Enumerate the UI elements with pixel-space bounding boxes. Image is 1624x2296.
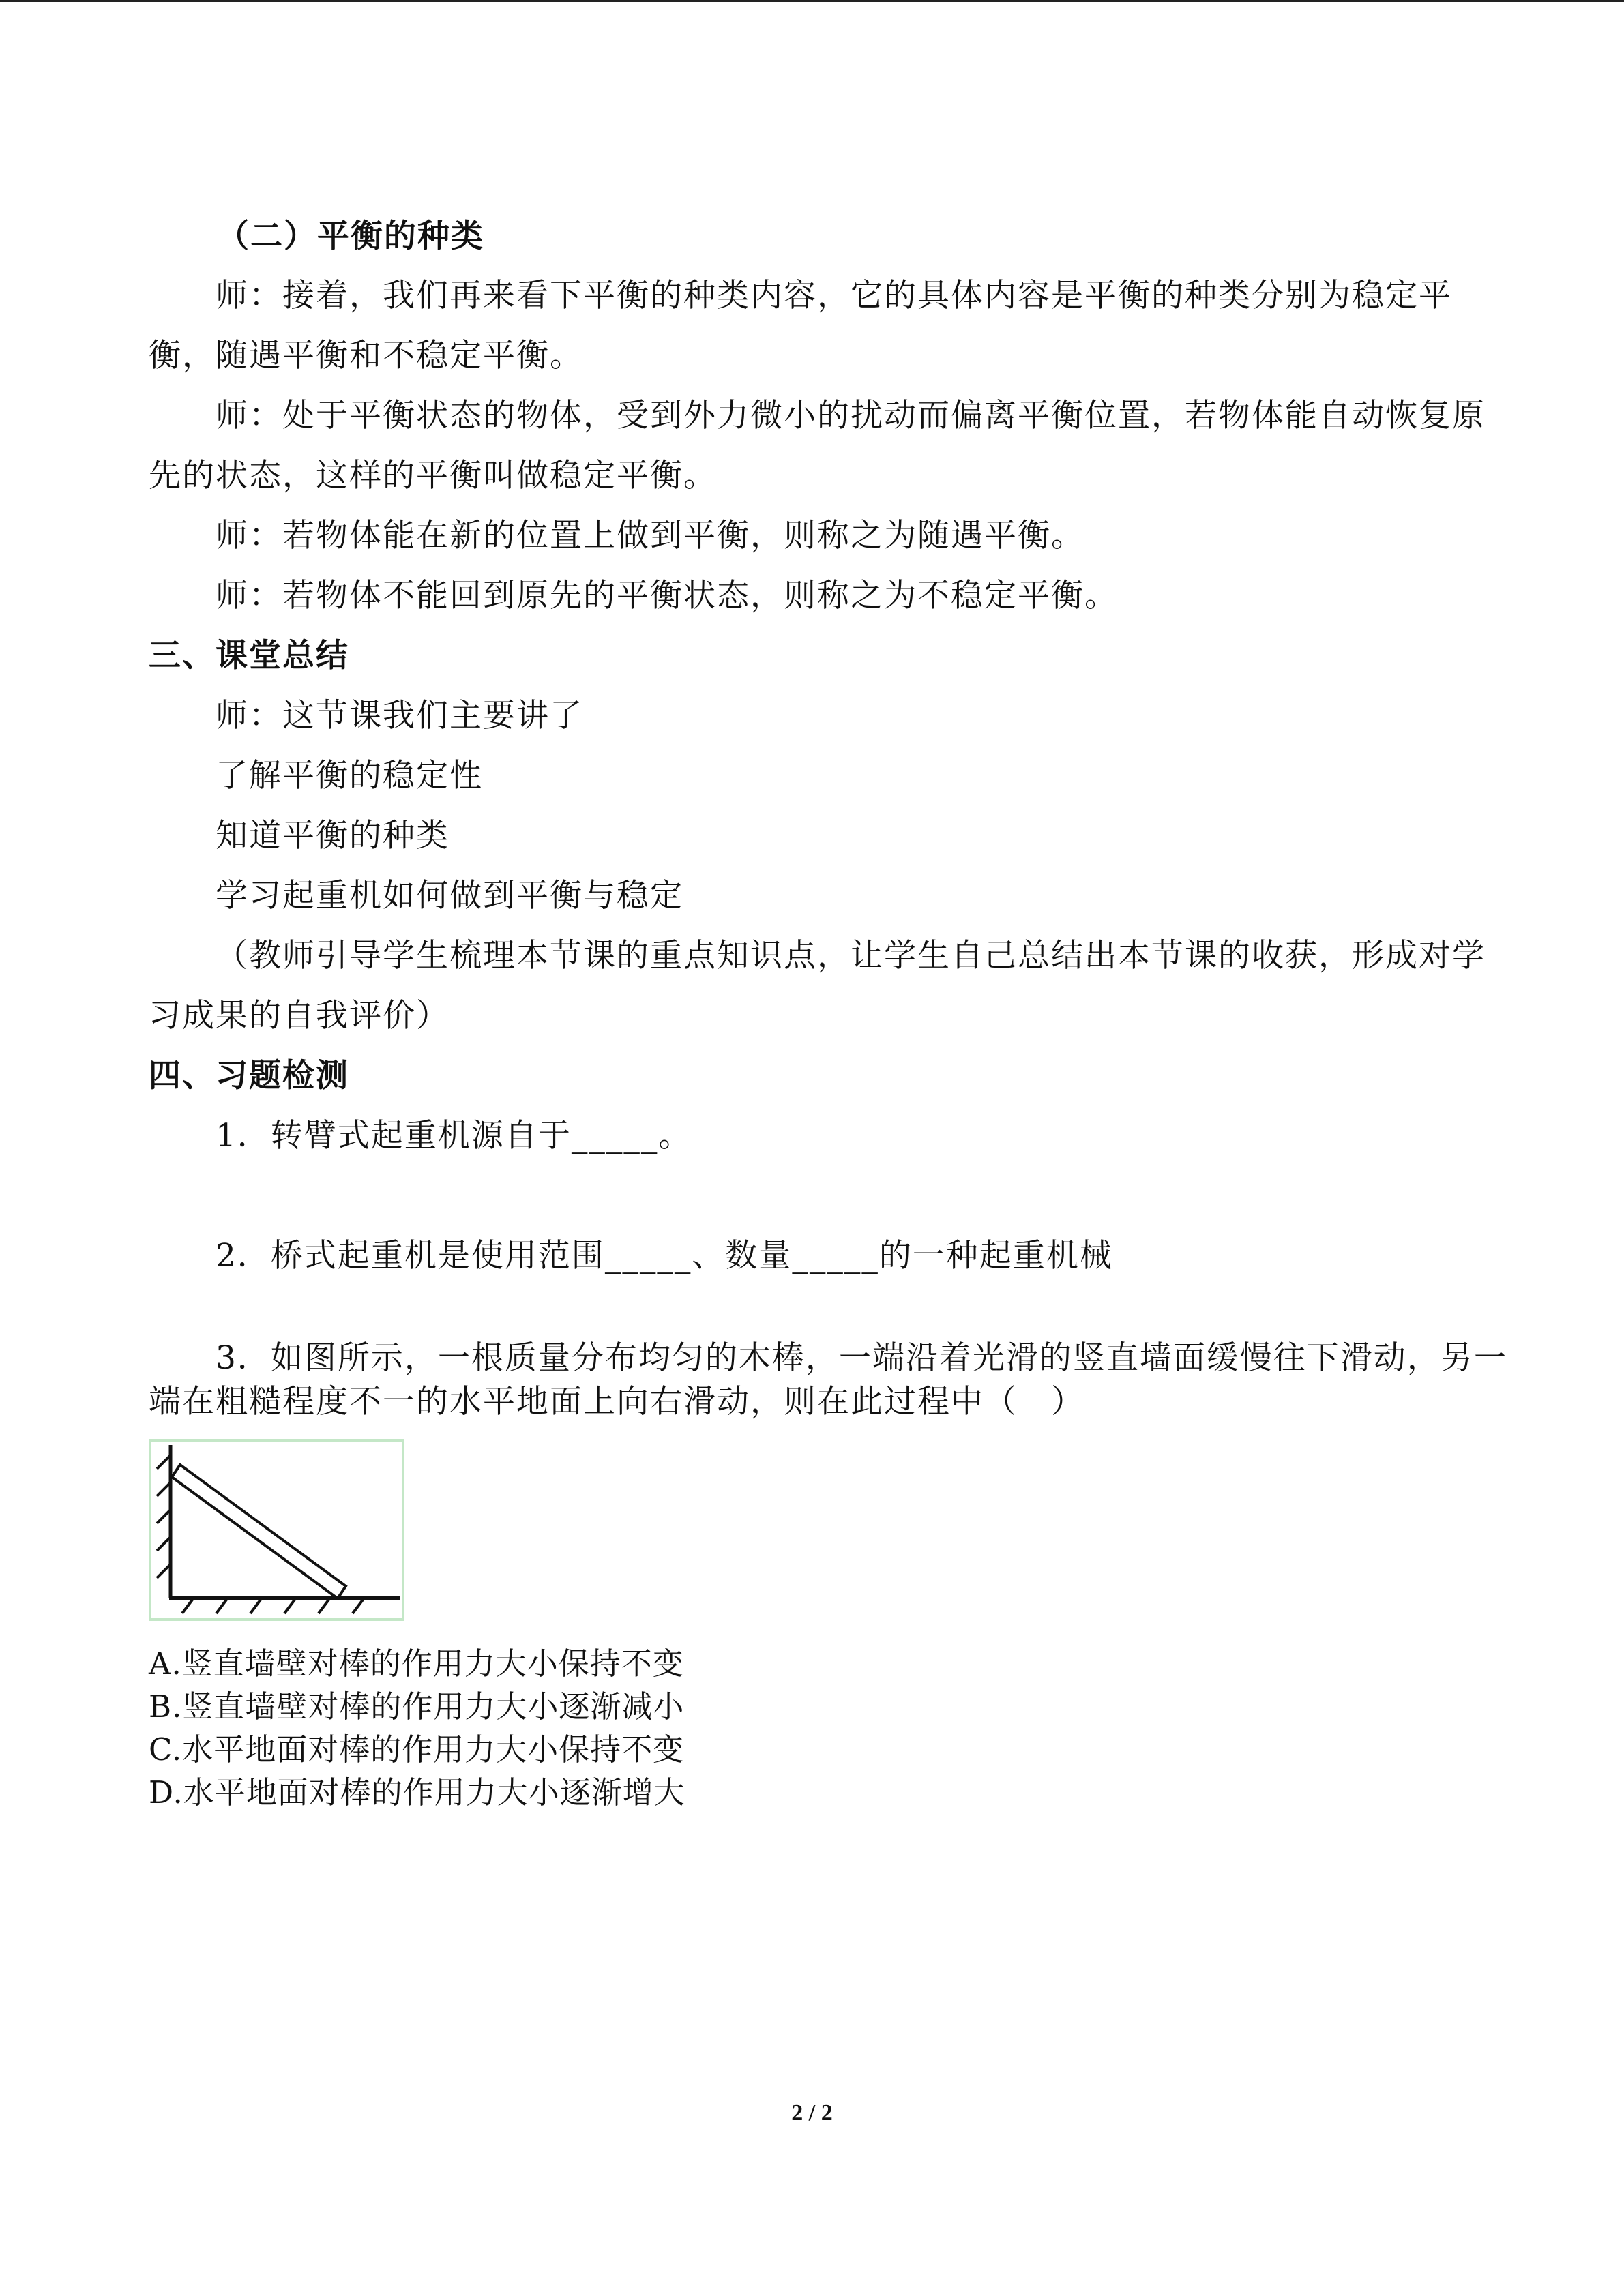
question-3-line-2: 端在粗糙程度不一的水平地面上向右滑动，则在此过程中（ ）	[149, 1383, 1084, 1420]
wall-hatching	[157, 1455, 171, 1578]
section-heading-balance-types: （二）平衡的种类	[217, 218, 484, 255]
paragraph-4: 师：若物体不能回到原先的平衡状态，则称之为不稳定平衡。	[216, 577, 1118, 614]
summary-item: 学习起重机如何做到平衡与稳定	[216, 877, 683, 914]
ladder-wall-diagram	[151, 1442, 402, 1618]
top-border-rule	[0, 0, 1624, 2]
summary-intro: 师：这节课我们主要讲了	[216, 697, 583, 734]
summary-item: 了解平衡的稳定性	[216, 757, 483, 794]
section-heading-summary: 三、课堂总结	[149, 637, 349, 674]
paragraph-1-line-2: 衡，随遇平衡和不稳定平衡。	[149, 337, 583, 374]
question-1: 1．转臂式起重机源自于_____。	[216, 1117, 692, 1154]
summary-note-line-1: （教师引导学生梳理本节课的重点知识点，让学生自己总结出本节课的收获，形成对学	[216, 937, 1486, 974]
floor-hatching	[182, 1600, 363, 1613]
option-d: D.水平地面对棒的作用力大小逐渐增大	[149, 1774, 685, 1810]
summary-item: 知道平衡的种类	[216, 817, 449, 854]
section-heading-exercises: 四、习题检测	[149, 1057, 349, 1094]
paragraph-2-line-1: 师：处于平衡状态的物体，受到外力微小的扰动而偏离平衡位置，若物体能自动恢复原	[216, 397, 1486, 434]
paragraph-2-line-2: 先的状态，这样的平衡叫做稳定平衡。	[149, 457, 717, 494]
wooden-rod	[172, 1465, 346, 1598]
ladder-wall-figure	[149, 1439, 404, 1621]
page-number: 2 / 2	[791, 2100, 833, 2126]
paragraph-3: 师：若物体能在新的位置上做到平衡，则称之为随遇平衡。	[216, 517, 1084, 554]
paragraph-1-line-1: 师：接着，我们再来看下平衡的种类内容，它的具体内容是平衡的种类分别为稳定平	[216, 277, 1452, 314]
option-c: C.水平地面对棒的作用力大小保持不变	[149, 1731, 685, 1768]
summary-note-line-2: 习成果的自我评价）	[149, 997, 449, 1034]
question-3-line-1: 3．如图所示，一根质量分布均匀的木棒，一端沿着光滑的竖直墙面缓慢往下滑动，另一	[216, 1339, 1507, 1377]
option-a: A.竖直墙壁对棒的作用力大小保持不变	[149, 1645, 684, 1682]
question-2: 2．桥式起重机是使用范围_____、数量_____的一种起重机械	[216, 1237, 1113, 1274]
option-b: B.竖直墙壁对棒的作用力大小逐渐减小	[149, 1688, 685, 1725]
